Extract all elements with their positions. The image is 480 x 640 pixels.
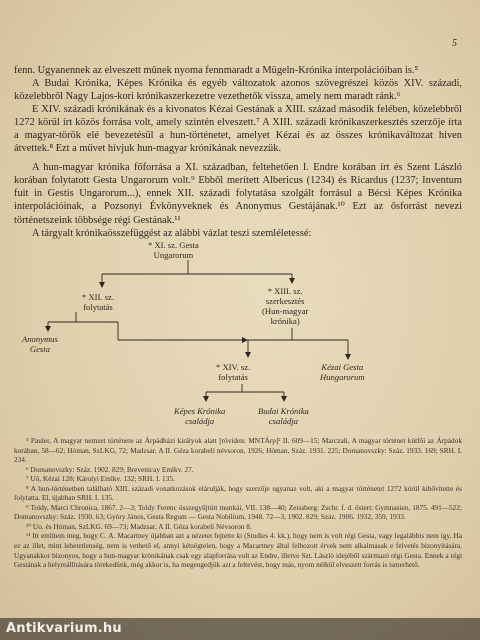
footnote: ⁶ Domanovszky: Száz. 1902. 829; Brevenicay Emlkv. 27.	[26, 464, 194, 474]
paragraph: A tárgyalt krónikaösszefüggést az alábbi vázlat teszi szemléletessé:	[32, 227, 312, 239]
footnote: ⁵ Pauler, A magyar nemzet története az Árpádházi királyok alatt [röviden: MNTÁrp]² II. 609—15; Marczali, A magyar történet kútfői az Árpádok korában, 58—62; Hóman, SzLKG, 72; Madzsar, A II. Géza korabeli névsoron, 1926; Hóman, Száz. 1931. 225; Domanovszky: Száz. 1933. 169; SRH. I. 234.	[14, 436, 462, 465]
watermark-text: Antikvarium.hu	[6, 621, 122, 636]
page-number: 5	[452, 38, 457, 49]
body-text	[14, 64, 462, 240]
paragraph: E XIV. századi krónikának és a kivonatos Kézai Gestának a XIII. század második felében, közelebbről 1272 körül írt közös forrása volt, amely szintén elveszett.⁷ A XIII. századi krónikaszerkesztés szerzője írta a magyar-török elé bevezetésül a hun-történetet, amelyet Kézai és az összes krónikaváltozat hiven átvettek.⁸ Ezt a művet hívjuk hun-magyar krónikának nevezzük.	[14, 104, 462, 155]
stemma-node-gesta-ungarorum: * XI. sz. Gesta Ungarorum	[148, 240, 199, 260]
footnote: ¹¹ Itt említem meg, hogy C. A. Macartney újabban azt a nézetet fejtette ki (Studies 4. kk.), hogy nem is volt régi Gesta, vagy legalábbis nem így. Ha ez az illet, mint lehetetlenség, nem is vethető el, annyi kétségtelen, hogy a Macartney által felhozott érvek nem alkalmasak e felvetés bizonyítására. Ugyanakkor bizonyos, hogy a hun-magyar krónikának csak egy alapforrása volt az Endre, illetve Szt. László idejéből származó régi Gesta. Ennek a régi Gestának a helyreállítására törekedünk, még akkor is, ha megengedjük azt a feltevést, hogy más, nyom nélkül elveszett forrás is ismerhető.	[14, 531, 462, 570]
stemma-node-xiii-szerkesztes: * XIII. sz. szerkesztés (Hun-magyar krónika)	[262, 286, 309, 326]
footnote: ⁹ Toldy, Marci Chronica, 1867. 2—3; Toldy Ferenc összegyűjtött munkái, VII. 138—40; Zeissberg: Zschr. f. d. österr. Gymnasien, 1875. 491—522; Domanovszky: Száz. 1930. 63; Gyóry János, Gesta Regum — Gesta Nobilium, 1948. 72—3, 1902. 829; Száz. 1906. 1932, 359, 1933.	[14, 502, 462, 522]
stemma-node-xiv-folytatas: * XIV. sz. folytatás	[216, 362, 251, 382]
stemma-node-kepes-kronika: Képes Krónika családja	[174, 406, 226, 426]
footnotes	[14, 436, 462, 570]
footnote: ¹⁰ Uo. és Hóman, SzLKG. 69—73; Madzsar, A II. Géza korabeli Névsoron 8.	[26, 521, 252, 531]
stemma-lines	[10, 232, 470, 432]
stemma-node-xii-folytatas: * XII. sz. folytatás	[82, 292, 114, 312]
stemma-node-budai-kronika: Budai Krónika családja	[258, 406, 309, 426]
paragraph: fenn. Ugyanennek az elveszett mûnek nyoma fennmaradt a Mügeln-Krónika interpolációiban is.⁵	[14, 65, 419, 76]
paragraph: A Budai Krónika, Képes Krónika és egyéb változatok azonos szövegrészei közös XIV. századi, közelebbről Nagy Lajos-kori krónikaszerkezetre vezethetők vissza, amely nem maradt ránk.⁶	[14, 78, 462, 103]
stemma-node-anonymus: Anonymus Gesta	[22, 334, 58, 354]
footnote: ⁷ Uő, Kézai 128; Károlyi Emlkv. 132; SRH. I. 135.	[26, 474, 175, 484]
watermark-bar	[0, 618, 480, 640]
stemma-diagram	[10, 232, 470, 432]
stemma-node-kezai-gesta: Kézai Gesta Hungarorum	[320, 362, 365, 382]
paragraph: A hun-magyar krónika főforrása a XI. században, feltehetően I. Endre korában írt és Szent László korában folytatott Gesta Ungarorum volt.⁹ Ebből merített Albericus (1234) és Ricardus (1237; Inventum fuit in Gestis Ungarorum...), ennek XII. századi folytatása szolgált forrásul a Bécsi Képes Krónika interpolációinak, a Pozsonyi Évkönyveknek és Anonymus Gestájának.¹⁰ Ezt az ősforrást nevezi történetszeink többsége régi Gestának.¹¹	[14, 162, 462, 226]
footnote: ⁸ A hun-történetben található XIII. századi vonatkozások elárulják, hogy szerzője ugyanaz volt, aki a magyar történetet 1272 körül kibővítette és folytatta. El, újabban SRH. I. 135.	[14, 483, 462, 503]
